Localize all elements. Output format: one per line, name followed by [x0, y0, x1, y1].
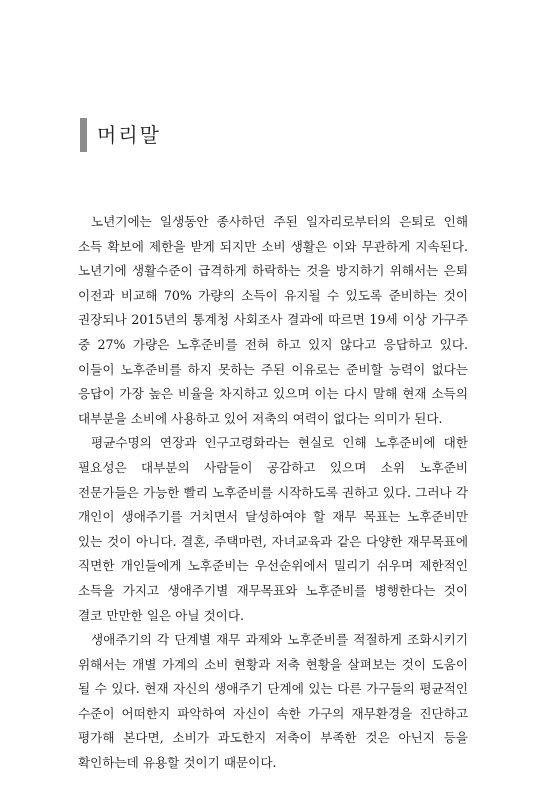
heading-accent-bar — [80, 118, 87, 152]
paragraph-3: 생애주기의 각 단계별 재무 과제와 노후준비를 적절하게 조화시키기 위해서는 개별 가계의 소비 현황과 저축 현황을 살펴보는 것이 도움이 될 수 있다. 현재 자신의 생애주기 단계에 있는 다른 가구들의 평균적인 수준이 어떠한지 파악하여 자신이 속한 가구의 재무환경을 진단하고 평가해 본다면, 소비가 과도한지 저축이 부족한 것은 아닌지 등을 확인하는데 유용할 것이기 때문이다. — [78, 632, 468, 771]
body-text — [78, 210, 468, 776]
paragraph-2: 평균수명의 연장과 인구고령화라는 현실로 인해 노후준비에 대한 필요성은 대부분의 사람들이 공감하고 있으며 소위 노후준비 전문가들은 가능한 빨리 노후준비를 시작하도록 권하고 있다. 그러나 각 개인이 생애주기를 거치면서 달성하여야 할 재무 목표는 노후준비만 있는 것이 아니다. 결혼, 주택마련, 자녀교육과 같은 다양한 재무목표에 직면한 개인들에게 노후준비는 우선순위에서 밀리기 쉬우며 제한적인 소득을 가지고 생애주기별 재무목표와 노후준비를 병행한다는 것이 결코 만만한 일은 아닐 것이다. — [78, 435, 468, 623]
page-title: 머리말 — [97, 123, 161, 147]
paragraph-1: 노년기에는 일생동안 종사하던 주된 일자리로부터의 은퇴로 인해 소득 확보에 제한을 받게 되지만 소비 생활은 이와 무관하게 지속된다. 노년기에 생활수준이 급격하게 하락하는 것을 방지하기 위해서는 은퇴 이전과 비교해 70% 가량의 소득이 유지될 수 있도록 준비하는 것이 권장되나 2015년의 통계청 사회조사 결과에 따르면 19세 이상 가구주 중 27% 가량은 노후준비를 전혀 하고 있지 않다고 응답하고 있다. 이들이 노후준비를 하지 못하는 주된 이유로는 준비할 능력이 없다는 응답이 가장 높은 비율을 차지하고 있으며 이는 다시 말해 현재 소득의 대부분을 소비에 사용하고 있어 저축의 여력이 없다는 의미가 된다. — [78, 214, 468, 426]
section-heading — [80, 118, 161, 152]
